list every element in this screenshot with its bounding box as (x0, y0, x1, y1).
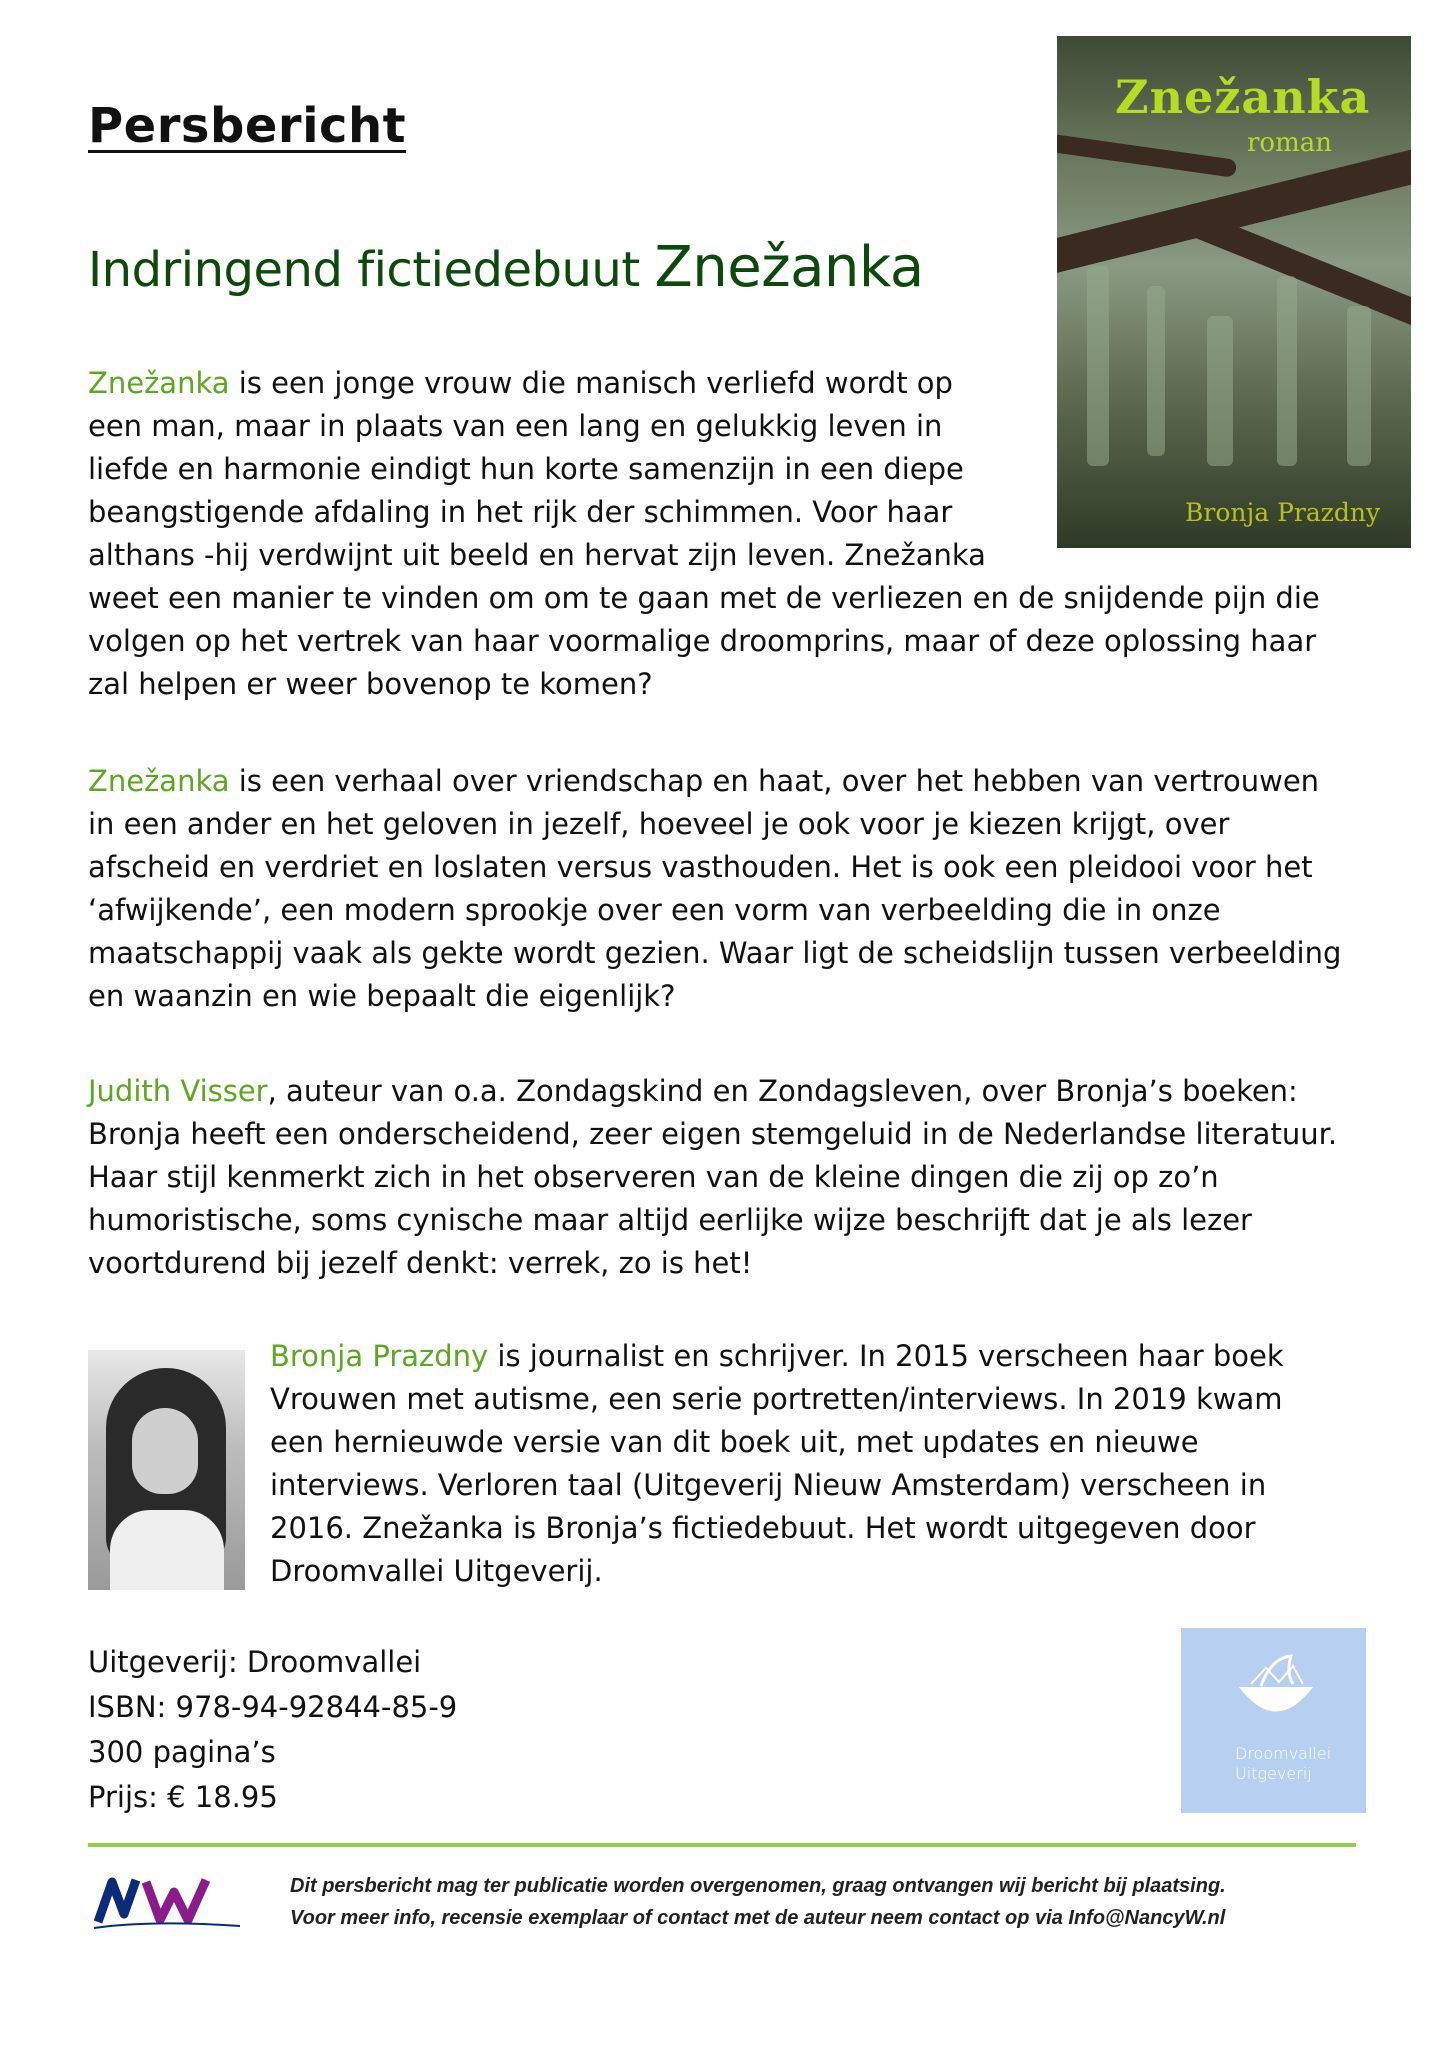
paragraph-line: beangstigende afdaling in het rijk der schimmen. Voor haar (88, 495, 953, 529)
paragraph-line: afscheid en verdriet en loslaten versus vasthouden. Het is ook een pleidooi voor het (88, 850, 1313, 884)
divider (88, 1843, 1356, 1847)
price-detail: Prijs: € 18.95 (88, 1780, 278, 1814)
paragraph-line: weet een manier te vinden om om te gaan met de verliezen en de snijdende pijn die (88, 581, 1320, 615)
book-cover (1057, 36, 1411, 548)
paragraph-line: een man, maar in plaats van een lang en gelukkig leven in (88, 409, 943, 443)
paragraph-line: interviews. Verloren taal (Uitgeverij Nieuw Amsterdam) verscheen in (270, 1468, 1267, 1502)
paragraph-line: , auteur van o.a. Zondagskind en Zondagsleven, over Bronja’s boeken: (267, 1074, 1298, 1108)
subheading (88, 235, 924, 300)
paragraph-line: liefde en harmonie eindigt hun korte samenzijn in een diepe (88, 452, 964, 486)
book-details (88, 1640, 457, 1820)
paragraph-line: volgen op het vertrek van haar voormalige droomprins, maar of deze oplossing haar (88, 624, 1317, 658)
cover-subtitle: roman (1247, 128, 1332, 158)
teacup-icon (1231, 1648, 1321, 1738)
paragraph-line: Droomvallei Uitgeverij. (270, 1554, 603, 1588)
logo-line-2: Uitgeverij (1235, 1764, 1312, 1783)
paragraph-line: maatschappij vaak als gekte wordt gezien. Waar ligt de scheidslijn tussen verbeelding (88, 936, 1342, 970)
author-photo (88, 1350, 245, 1590)
footer-note (290, 1870, 1370, 1934)
highlight-name: Judith Visser (88, 1074, 268, 1108)
paragraph-line: althans -hij verdwijnt uit beeld en hervat zijn leven. Znežanka (88, 538, 986, 572)
paragraph-line: zal helpen er weer bovenop te komen? (88, 667, 653, 701)
paragraph-line: is een verhaal over vriendschap en haat, over het hebben van vertrouwen (229, 764, 1320, 798)
cover-author: Bronja Prazdny (1185, 498, 1381, 527)
paragraph-line: ‘afwijkende’, een modern sprookje over een vorm van verbeelding die in onze (88, 893, 1221, 927)
paragraph-author (270, 1335, 1350, 1593)
isbn-detail: ISBN: 978-94-92844-85-9 (88, 1690, 458, 1724)
paragraph-story (88, 760, 1388, 1018)
footer-line: Dit persbericht mag ter publicatie worden overgenomen, graag ontvangen wij bericht bij plaatsing. (290, 1875, 1226, 1897)
paragraph-line: humoristische, soms cynische maar altijd eerlijke wijze beschrijft dat je als lezer (88, 1203, 1252, 1237)
subheading-title: Znežanka (654, 235, 924, 300)
cover-title: Znežanka (1115, 70, 1371, 124)
publisher-logo (1181, 1628, 1366, 1813)
page-title: Persbericht (88, 98, 407, 154)
logo-line-1: Droomvallei (1235, 1744, 1332, 1763)
paragraph-line: en waanzin en wie bepaalt die eigenlijk? (88, 979, 676, 1013)
paragraph-quote (88, 1070, 1388, 1285)
subheading-prefix: Indringend fictiedebuut (88, 242, 640, 298)
nw-logo-icon (90, 1870, 265, 1934)
pages-detail: 300 pagina’s (88, 1735, 276, 1769)
paragraph-line: in een ander en het geloven in jezelf, hoeveel je ook voor je kiezen krijgt, over (88, 807, 1230, 841)
paragraph-line: voortdurend bij jezelf denkt: verrek, zo is het! (88, 1246, 753, 1280)
paragraph-line: is journalist en schrijver. In 2015 verscheen haar boek (488, 1339, 1284, 1373)
highlight-title: Znežanka (88, 366, 230, 400)
footer-line: Voor meer info, recensie exemplaar of contact met de auteur neem contact op via Info@NancyW.nl (290, 1907, 1226, 1929)
highlight-title: Znežanka (88, 764, 230, 798)
highlight-author: Bronja Prazdny (270, 1339, 489, 1373)
paragraph-line: is een jonge vrouw die manisch verliefd wordt op (229, 366, 953, 400)
paragraph-line: Vrouwen met autisme, een serie portretten/interviews. In 2019 kwam (270, 1382, 1283, 1416)
publisher-detail: Uitgeverij: Droomvallei (88, 1645, 422, 1679)
paragraph-line: een hernieuwde versie van dit boek uit, met updates en nieuwe (270, 1425, 1199, 1459)
paragraph-line: 2016. Znežanka is Bronja’s fictiedebuut. Het wordt uitgegeven door (270, 1511, 1256, 1545)
paragraph-line: Bronja heeft een onderscheidend, zeer eigen stemgeluid in de Nederlandse literatuur. (88, 1117, 1338, 1151)
paragraph-line: Haar stijl kenmerkt zich in het observeren van de kleine dingen die zij op zo’n (88, 1160, 1219, 1194)
